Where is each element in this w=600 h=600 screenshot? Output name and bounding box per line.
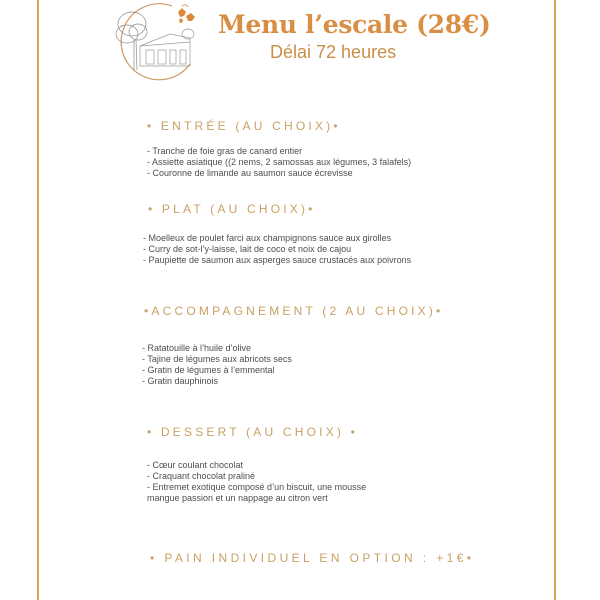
list-item: - Craquant chocolat praliné <box>147 471 256 481</box>
list-item: - Paupiette de saumon aux asperges sauce crustacés aux poivrons <box>143 255 412 265</box>
section-heading-plat: • PLAT (AU CHOIX)• <box>148 202 316 216</box>
list-item: - Gratin dauphinois <box>142 376 219 386</box>
list-item: - Ratatouille à l’huile d’olive <box>142 343 252 353</box>
accompagnement-list <box>142 343 292 387</box>
list-item: - Gratin de légumes à l’emmental <box>142 365 275 375</box>
left-border-line <box>37 0 39 600</box>
list-item: - Moelleux de poulet farci aux champignons sauce aux girolles <box>143 233 392 243</box>
list-item: - Couronne de limande au saumon sauce écrevisse <box>147 168 353 178</box>
list-item: - Entremet exotique composé d’un biscuit, une mousse <box>147 482 367 492</box>
entree-list <box>147 146 411 179</box>
list-item: - Curry de sot-l’y-laisse, lait de coco et noix de cajou <box>143 244 352 254</box>
list-item: - Cœur coulant chocolat <box>147 460 244 470</box>
bread-option-note: • PAIN INDIVIDUEL EN OPTION : +1€• <box>150 551 475 565</box>
section-heading-dessert: • DESSERT (AU CHOIX) • <box>147 425 359 439</box>
section-heading-entree: • ENTRÉE (AU CHOIX)• <box>147 119 341 133</box>
list-item: - Tajine de légumes aux abricots secs <box>142 354 292 364</box>
list-item: - Tranche de foie gras de canard entier <box>147 146 303 156</box>
list-item: - Assiette asiatique ((2 nems, 2 samossas aux légumes, 3 falafels) <box>147 157 412 167</box>
plat-list <box>143 233 411 266</box>
menu-subtitle: Délai 72 heures <box>270 42 397 62</box>
right-border-line <box>554 0 556 600</box>
house-tree-leaf-logo-icon <box>110 2 210 82</box>
menu-title: Menu l’escale (28€) <box>218 10 491 39</box>
dessert-list <box>147 460 366 504</box>
list-item: mangue passion et un nappage au citron vert <box>147 493 328 503</box>
section-heading-accompagnement: •ACCOMPAGNEMENT (2 AU CHOIX)• <box>144 304 444 318</box>
